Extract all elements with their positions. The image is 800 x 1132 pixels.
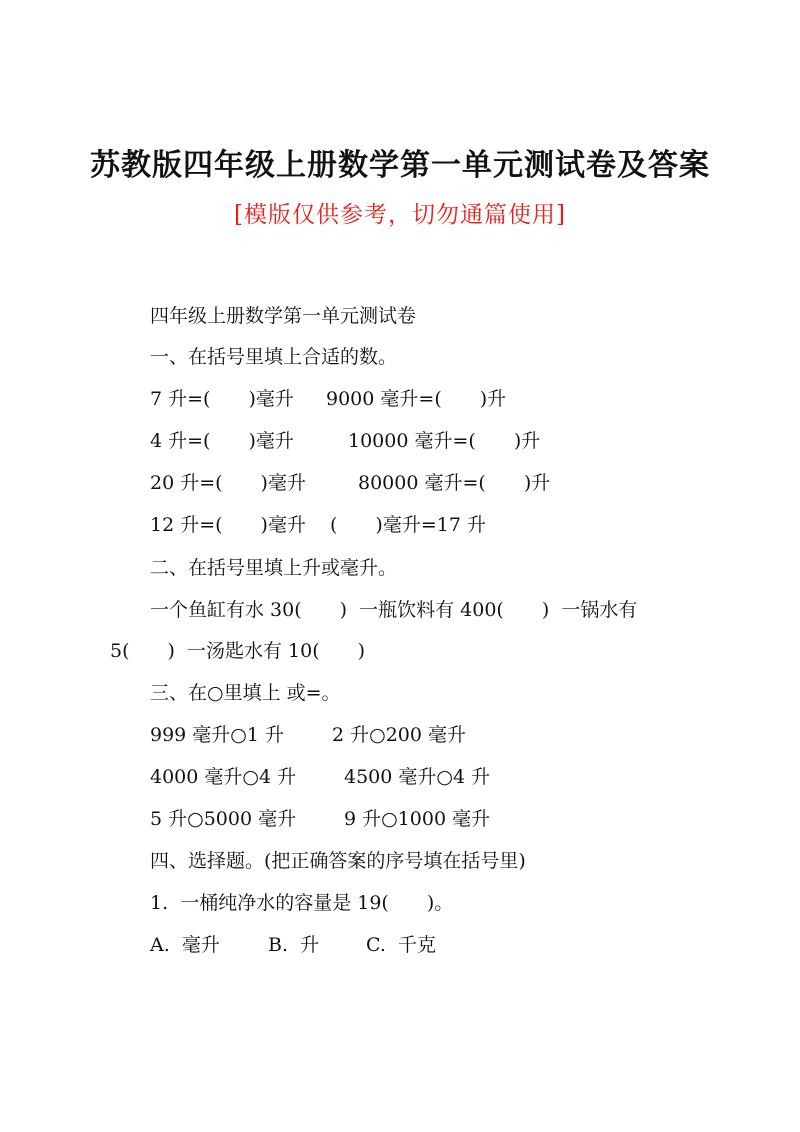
s2-line2: 5( ) 一汤匙水有 10( ) [110, 640, 366, 662]
document-title: 苏教版四年级上册数学第一单元测试卷及答案 [90, 148, 710, 183]
s3-row2-right: 4500 毫升○4 升 [344, 766, 491, 788]
s3-row2-left: 4000 毫升○4 升 [150, 766, 297, 788]
section2-heading: 二、在括号里填上升或毫升。 [150, 557, 398, 579]
s1-row3-right: 80000 毫升=( )升 [358, 472, 551, 494]
test-title: 四年级上册数学第一单元测试卷 [150, 305, 417, 327]
s4-q1-option-b: B. 升 [268, 934, 320, 956]
s2-line1: 一个鱼缸有水 30( ) 一瓶饮料有 400( ) 一锅水有 [150, 599, 638, 621]
s4-q1-option-a: A. 毫升 [150, 934, 220, 956]
s1-row3-left: 20 升=( )毫升 [150, 472, 306, 494]
s3-row3-left: 5 升○5000 毫升 [150, 808, 297, 830]
s3-row1-left: 999 毫升○1 升 [150, 724, 285, 746]
s4-q1-option-c: C. 千克 [366, 934, 436, 956]
s3-row1-right: 2 升○200 毫升 [332, 724, 467, 746]
s1-row2-right: 10000 毫升=( )升 [348, 430, 541, 452]
s1-row4-right: ( )毫升=17 升 [330, 514, 486, 536]
s4-question1: 1. 一桶纯净水的容量是 19( )。 [150, 892, 454, 914]
s3-row3-right: 9 升○1000 毫升 [344, 808, 491, 830]
section4-heading: 四、选择题。(把正确答案的序号填在括号里) [150, 850, 526, 872]
s1-row4-left: 12 升=( )毫升 [150, 514, 306, 536]
s1-row1-right: 9000 毫升=( )升 [326, 388, 507, 410]
section3-heading: 三、在○里填上 或=。 [150, 682, 341, 704]
section1-heading: 一、在括号里填上合适的数。 [150, 346, 398, 368]
s1-row1-left: 7 升=( )毫升 [150, 388, 294, 410]
template-disclaimer: [模版仅供参考，切勿通篇使用] [234, 202, 566, 228]
s1-row2-left: 4 升=( )毫升 [150, 430, 294, 452]
